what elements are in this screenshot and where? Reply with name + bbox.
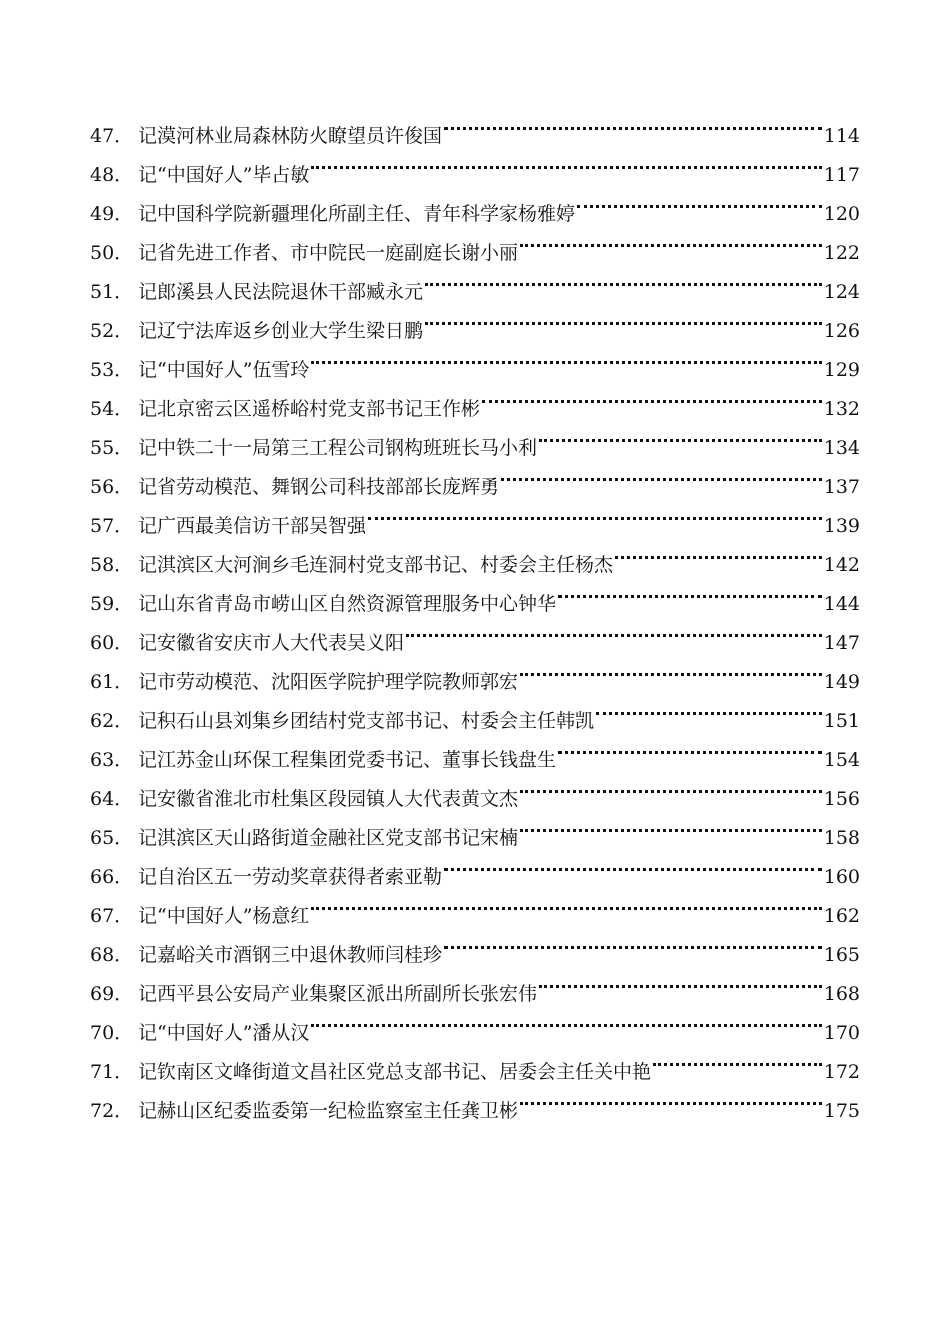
entry-page-number: 142 xyxy=(823,554,860,576)
entry-page-number: 149 xyxy=(823,671,860,693)
entry-title: 记省先进工作者、市中院民一庭副庭长谢小丽 xyxy=(138,242,519,264)
dot-leader xyxy=(482,376,822,415)
dot-leader xyxy=(577,181,822,220)
entry-number: 68． xyxy=(90,944,134,966)
dot-leader xyxy=(311,1000,821,1039)
entry-title: 记西平县公安局产业集聚区派出所副所长张宏伟 xyxy=(138,983,538,1005)
entry-title: 记钦南区文峰街道文昌社区党总支部书记、居委会主任关中艳 xyxy=(138,1061,652,1083)
entry-title: 记省劳动模范、舞钢公司科技部部长庞辉勇 xyxy=(138,476,500,498)
entry-page-number: 172 xyxy=(823,1061,860,1083)
entry-number: 63． xyxy=(90,749,134,771)
entry-page-number: 126 xyxy=(823,320,860,342)
entry-title: 记淇滨区天山路街道金融社区党支部书记宋楠 xyxy=(138,827,519,849)
entry-number: 65． xyxy=(90,827,134,849)
dot-leader xyxy=(444,922,822,961)
entry-page-number: 165 xyxy=(823,944,860,966)
dot-leader xyxy=(520,220,822,259)
entry-title: 记“中国好人”伍雪玲 xyxy=(138,359,310,381)
entry-page-number: 134 xyxy=(823,437,860,459)
entry-page-number: 129 xyxy=(823,359,860,381)
entry-number: 62． xyxy=(90,710,134,732)
toc-entry xyxy=(90,103,860,147)
dot-leader xyxy=(444,844,822,883)
dot-leader xyxy=(444,103,822,142)
entry-page-number: 147 xyxy=(823,632,860,654)
entry-page-number: 154 xyxy=(823,749,860,771)
entry-page-number: 122 xyxy=(823,242,860,264)
entry-title: 记北京密云区遥桥峪村党支部书记王作彬 xyxy=(138,398,481,420)
dot-leader xyxy=(501,454,822,493)
dot-leader xyxy=(311,337,821,376)
entry-number: 60． xyxy=(90,632,134,654)
dot-leader xyxy=(311,142,821,181)
dot-leader xyxy=(520,766,822,805)
entry-title: 记山东省青岛市崂山区自然资源管理服务中心钟华 xyxy=(138,593,557,615)
entry-page-number: 175 xyxy=(823,1100,860,1122)
dot-leader xyxy=(425,259,822,298)
entry-number: 50． xyxy=(90,242,134,264)
entry-number: 56． xyxy=(90,476,134,498)
entry-title: 记中国科学院新疆理化所副主任、青年科学家杨雅婷 xyxy=(138,203,576,225)
entry-page-number: 168 xyxy=(823,983,860,1005)
entry-number: 54． xyxy=(90,398,134,420)
entry-title: 记积石山县刘集乡团结村党支部书记、村委会主任韩凯 xyxy=(138,710,595,732)
entry-title: 记中铁二十一局第三工程公司钢构班班长马小利 xyxy=(138,437,538,459)
entry-title: 记辽宁法库返乡创业大学生梁日鹏 xyxy=(138,320,424,342)
dot-leader xyxy=(558,571,822,610)
entry-number: 51． xyxy=(90,281,134,303)
entry-number: 71． xyxy=(90,1061,134,1083)
dot-leader xyxy=(520,805,822,844)
entry-title: 记漠河林业局森林防火瞭望员许俊国 xyxy=(138,125,443,147)
dot-leader xyxy=(311,883,821,922)
dot-leader xyxy=(520,649,822,688)
entry-number: 48． xyxy=(90,164,134,186)
entry-number: 67． xyxy=(90,905,134,927)
entry-number: 69． xyxy=(90,983,134,1005)
entry-title: 记江苏金山环保工程集团党委书记、董事长钱盘生 xyxy=(138,749,557,771)
entry-number: 53． xyxy=(90,359,134,381)
entry-number: 72． xyxy=(90,1100,134,1122)
entry-page-number: 114 xyxy=(823,125,860,147)
entry-page-number: 132 xyxy=(823,398,860,420)
entry-number: 64． xyxy=(90,788,134,810)
dot-leader xyxy=(406,610,822,649)
entry-number: 59． xyxy=(90,593,134,615)
entry-title: 记广西最美信访干部吴智强 xyxy=(138,515,367,537)
entry-number: 49． xyxy=(90,203,134,225)
entry-page-number: 117 xyxy=(823,164,860,186)
dot-leader xyxy=(539,961,822,1000)
entry-title: 记淇滨区大河涧乡毛连洞村党支部书记、村委会主任杨杰 xyxy=(138,554,614,576)
entry-page-number: 162 xyxy=(823,905,860,927)
dot-leader xyxy=(615,532,822,571)
entry-title: 记安徽省淮北市杜集区段园镇人大代表黄文杰 xyxy=(138,788,519,810)
entry-page-number: 151 xyxy=(823,710,860,732)
entry-number: 66． xyxy=(90,866,134,888)
dot-leader xyxy=(558,727,822,766)
entry-title: 记赫山区纪委监委第一纪检监察室主任龚卫彬 xyxy=(138,1100,519,1122)
entry-number: 47． xyxy=(90,125,134,147)
entry-title: 记安徽省安庆市人大代表吴义阳 xyxy=(138,632,405,654)
dot-leader xyxy=(653,1039,822,1078)
entry-page-number: 156 xyxy=(823,788,860,810)
dot-leader xyxy=(425,298,822,337)
entry-title: 记自治区五一劳动奖章获得者索亚勒 xyxy=(138,866,443,888)
entry-title: 记嘉峪关市酒钢三中退休教师闫桂珍 xyxy=(138,944,443,966)
entry-number: 52． xyxy=(90,320,134,342)
entry-page-number: 158 xyxy=(823,827,860,849)
entry-title: 记市劳动模范、沈阳医学院护理学院教师郭宏 xyxy=(138,671,519,693)
entry-page-number: 144 xyxy=(823,593,860,615)
dot-leader xyxy=(368,493,822,532)
entry-title: 记“中国好人”杨意红 xyxy=(138,905,310,927)
entry-title: 记“中国好人”毕占敏 xyxy=(138,164,310,186)
dot-leader xyxy=(539,415,822,454)
entry-title: 记“中国好人”潘从汉 xyxy=(138,1022,310,1044)
entry-number: 58． xyxy=(90,554,134,576)
entry-number: 70． xyxy=(90,1022,134,1044)
entry-page-number: 139 xyxy=(823,515,860,537)
entry-page-number: 137 xyxy=(823,476,860,498)
entry-page-number: 124 xyxy=(823,281,860,303)
entry-number: 55． xyxy=(90,437,134,459)
dot-leader xyxy=(520,1078,822,1117)
dot-leader xyxy=(596,688,822,727)
entry-page-number: 160 xyxy=(823,866,860,888)
entry-page-number: 120 xyxy=(823,203,860,225)
entry-number: 61． xyxy=(90,671,134,693)
entry-page-number: 170 xyxy=(823,1022,860,1044)
entry-number: 57． xyxy=(90,515,134,537)
entry-title: 记郎溪县人民法院退休干部臧永元 xyxy=(138,281,424,303)
table-of-contents xyxy=(90,103,860,1122)
